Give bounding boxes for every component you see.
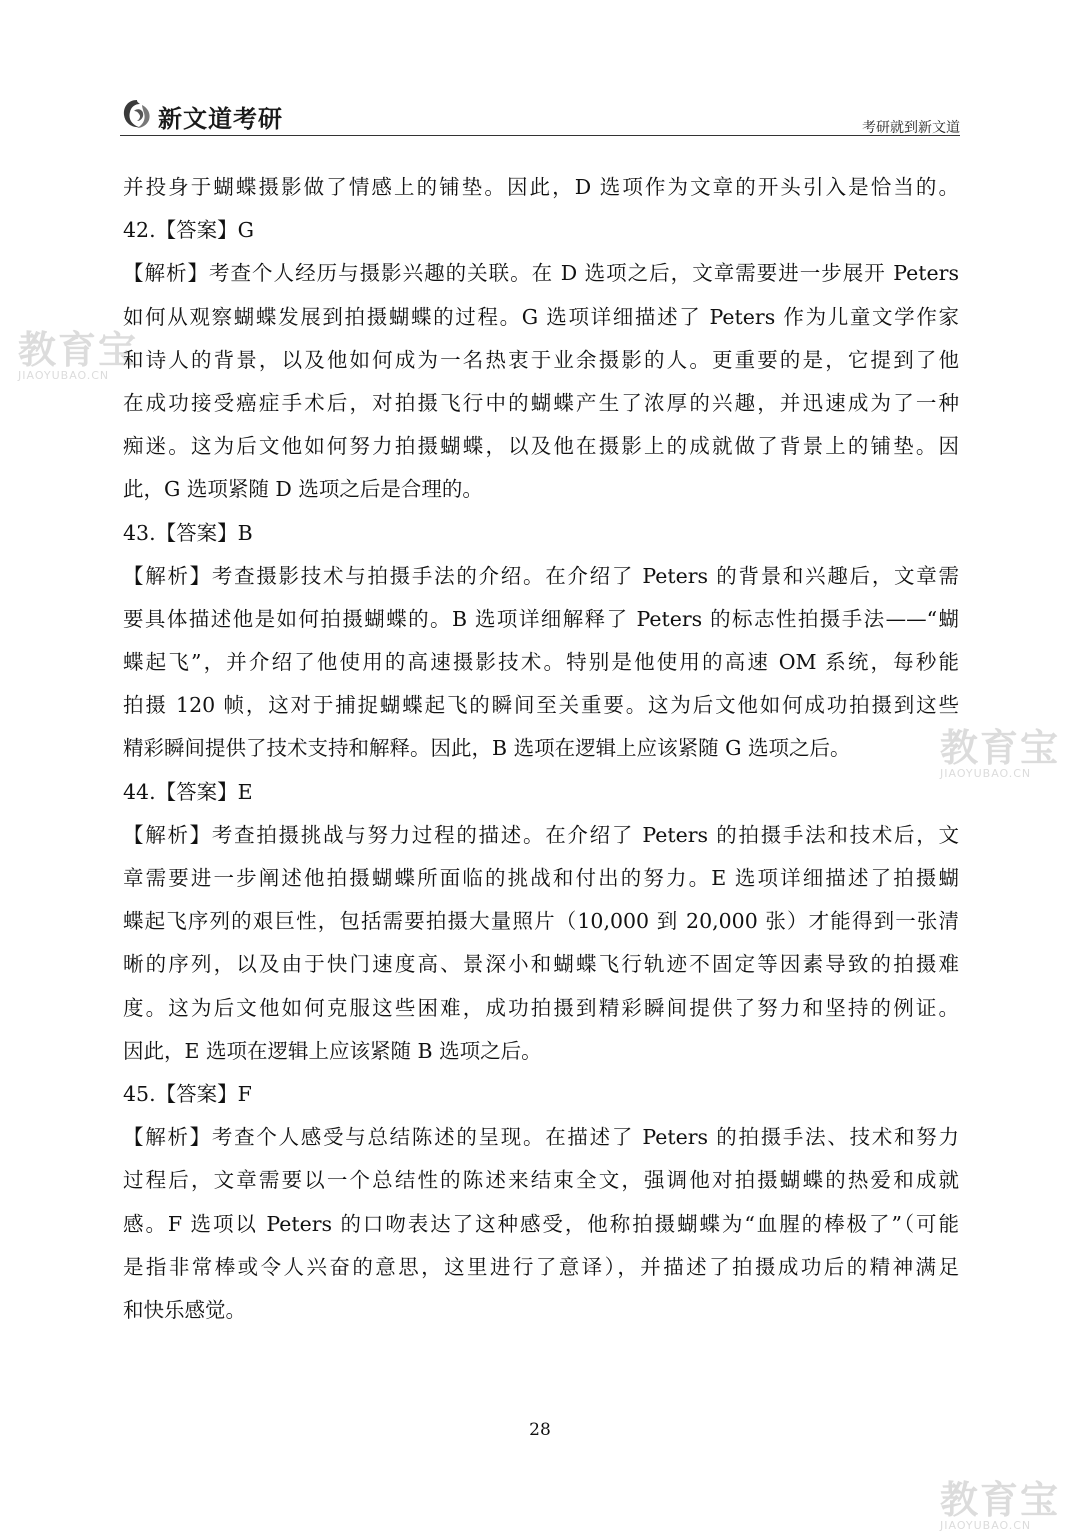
text-line: 是指非常棒或令人兴奋的意思，这里进行了意译），并描述了拍摄成功后的精神满足 bbox=[123, 1254, 959, 1279]
text-line: 【解析】考查个人感受与总结陈述的呈现。在描述了 Peters 的拍摄手法、技术和努力 bbox=[123, 1125, 959, 1150]
logo-text: 新文道考研 bbox=[158, 105, 283, 133]
watermark bbox=[18, 330, 138, 382]
text-line: 此，G 选项紧随 D 选项之后是合理的。 bbox=[123, 477, 483, 502]
text-line: 精彩瞬间提供了技术支持和解释。因此，B 选项在逻辑上应该紧随 G 选项之后。 bbox=[123, 736, 851, 761]
text-line: 痴迷。这为后文他如何努力拍摄蝴蝶，以及他在摄影上的成就做了背景上的铺垫。因 bbox=[123, 434, 959, 459]
text-line: 并投身于蝴蝶摄影做了情感上的铺垫。因此，D 选项作为文章的开头引入是恰当的。 bbox=[123, 175, 959, 199]
text-line: 因此，E 选项在逻辑上应该紧随 B 选项之后。 bbox=[123, 1038, 542, 1063]
text-line: 蝶起飞”，并介绍了他使用的高速摄影技术。特别是他使用的高速 OM 系统，每秒能 bbox=[123, 650, 959, 675]
text-line: 和诗人的背景，以及他如何成为一名热衷于业余摄影的人。更重要的是，它提到了他 bbox=[123, 347, 959, 372]
document-body bbox=[123, 166, 959, 1332]
text-line: 【解析】考查拍摄挑战与努力过程的描述。在介绍了 Peters 的拍摄手法和技术后，文 bbox=[123, 822, 959, 847]
text-line: 如何从观察蝴蝶发展到拍摄蝴蝶的过程。G 选项详细描述了 Peters 作为儿童文学作家 bbox=[123, 304, 959, 329]
watermark-text: 教育宝 bbox=[940, 726, 1061, 770]
text-line: 42.【答案】G bbox=[123, 218, 254, 243]
watermark-url: JIAOYUBAO.CN bbox=[940, 1519, 1032, 1532]
text-line: 拍摄 120 帧，这对于捕捉蝴蝶起飞的瞬间至关重要。这为后文他如何成功拍摄到这些 bbox=[123, 693, 959, 718]
text-line: 44.【答案】E bbox=[123, 779, 253, 804]
header-slogan: 考研就到新文道 bbox=[862, 120, 960, 136]
text-line: 在成功接受癌症手术后，对拍摄飞行中的蝴蝶产生了浓厚的兴趣，并迅速成为了一种 bbox=[123, 390, 959, 415]
page-number: 28 bbox=[529, 1420, 551, 1440]
text-line: 45.【答案】F bbox=[123, 1081, 252, 1106]
text-line: 43.【答案】B bbox=[123, 520, 253, 545]
watermark-text: 教育宝 bbox=[940, 1478, 1061, 1522]
watermark bbox=[940, 1480, 1060, 1532]
text-line: 晰的序列，以及由于快门速度高、景深小和蝴蝶飞行轨迹不固定等因素导致的拍摄难 bbox=[123, 952, 959, 977]
text-line: 章需要进一步阐述他拍摄蝴蝶所面临的挑战和付出的努力。E 选项详细描述了拍摄蝴 bbox=[123, 866, 959, 890]
logo-swirl-icon bbox=[120, 97, 154, 131]
text-line: 和快乐感觉。 bbox=[123, 1297, 246, 1322]
header-divider bbox=[120, 135, 960, 136]
text-line: 感。F 选项以 Peters 的口吻表达了这种感受，他称拍摄蝴蝶为“血腥的棒极了”（可能 bbox=[123, 1211, 959, 1236]
watermark-text: 教育宝 bbox=[18, 328, 139, 372]
text-line: 过程后，文章需要以一个总结性的陈述来结束全文，强调他对拍摄蝴蝶的热爱和成就 bbox=[123, 1168, 959, 1193]
text-line: 度。这为后文他如何克服这些困难，成功拍摄到精彩瞬间提供了努力和坚持的例证。 bbox=[123, 995, 959, 1020]
watermark-url: JIAOYUBAO.CN bbox=[940, 767, 1032, 780]
text-line: 要具体描述他是如何拍摄蝴蝶的。B 选项详细解释了 Peters 的标志性拍摄手法——“蝴 bbox=[123, 606, 959, 631]
page-header bbox=[120, 95, 960, 139]
text-line: 【解析】考查个人经历与摄影兴趣的关联。在 D 选项之后，文章需要进一步展开 Peters bbox=[123, 261, 959, 286]
text-line: 【解析】考查摄影技术与拍摄手法的介绍。在介绍了 Peters 的背景和兴趣后，文章需 bbox=[123, 563, 959, 588]
watermark-url: JIAOYUBAO.CN bbox=[18, 369, 110, 382]
text-line: 蝶起飞序列的艰巨性，包括需要拍摄大量照片（10,000 到 20,000 张）才能得到一张清 bbox=[123, 909, 959, 934]
